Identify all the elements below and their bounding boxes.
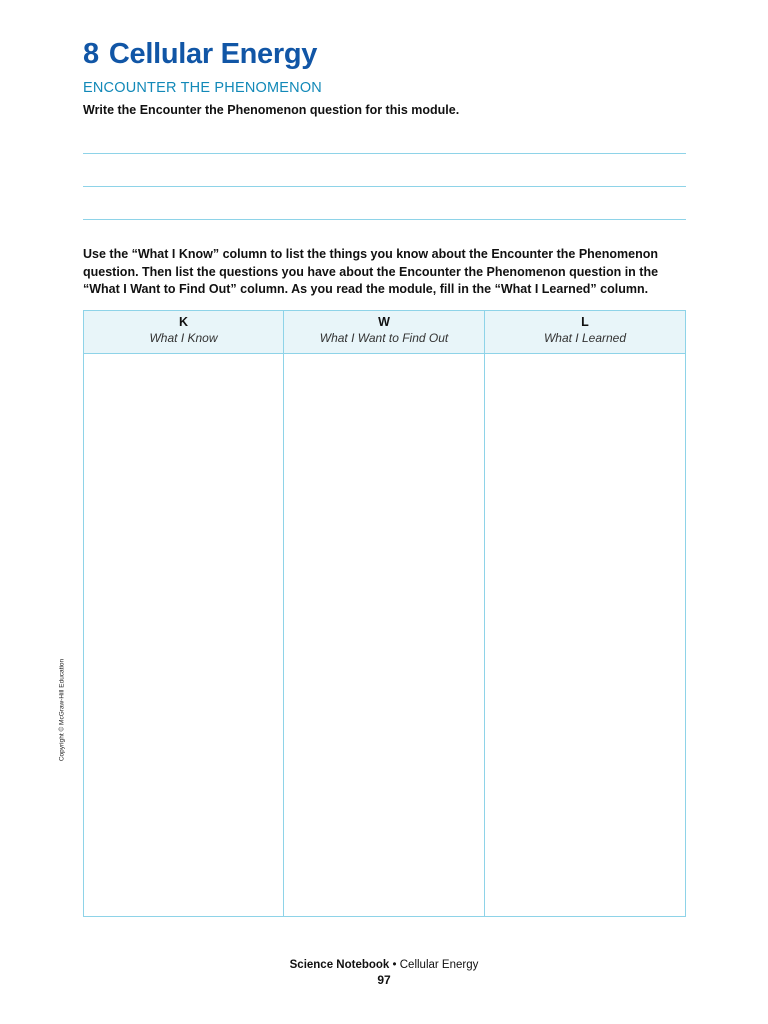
kwl-header-learned [485, 311, 685, 354]
answer-line-1[interactable] [83, 153, 686, 154]
kwl-letter-w: W [378, 315, 390, 329]
kwl-letter-k: K [178, 315, 189, 329]
kwl-instructions: Use the “What I Know” column to list the things you know about the Encounter the Phenomenon question. Then list the questions you have about the Encounter the Phenomenon question in the “What I Want to Find Out” column. As you read the module, fill in the “What I Learned” column. [83, 247, 659, 296]
section-heading: ENCOUNTER THE PHENOMENON [83, 80, 322, 96]
copyright-text: Copyright © McGraw-Hill Education [58, 658, 66, 762]
footer-notebook: Science Notebook [289, 959, 390, 971]
kwl-header-want [284, 311, 484, 354]
kwl-letter-l: L [581, 315, 589, 329]
kwl-column-want [284, 311, 485, 916]
chapter-title-text: Cellular Energy [108, 38, 318, 70]
kwl-label-want: What I Want to Find Out [319, 331, 449, 345]
kwl-label-learned: What I Learned [543, 331, 627, 345]
kwl-table [83, 310, 686, 917]
page-footer [0, 957, 768, 988]
kwl-label-know: What I Know [149, 331, 218, 345]
kwl-column-know [84, 311, 284, 916]
page-number: 97 [377, 973, 391, 987]
footer-topic: Cellular Energy [399, 959, 479, 971]
chapter-title [83, 38, 317, 71]
kwl-cell-know[interactable] [84, 354, 283, 916]
kwl-header-know [84, 311, 283, 354]
answer-line-3[interactable] [83, 219, 686, 220]
kwl-column-learned [485, 311, 685, 916]
kwl-cell-learned[interactable] [485, 354, 685, 916]
kwl-cell-want[interactable] [284, 354, 484, 916]
question-prompt: Write the Encounter the Phenomenon question for this module. [83, 103, 460, 117]
answer-line-2[interactable] [83, 186, 686, 187]
chapter-number: 8 [83, 38, 99, 70]
footer-running-title [0, 957, 768, 973]
footer-separator: • [389, 959, 400, 971]
